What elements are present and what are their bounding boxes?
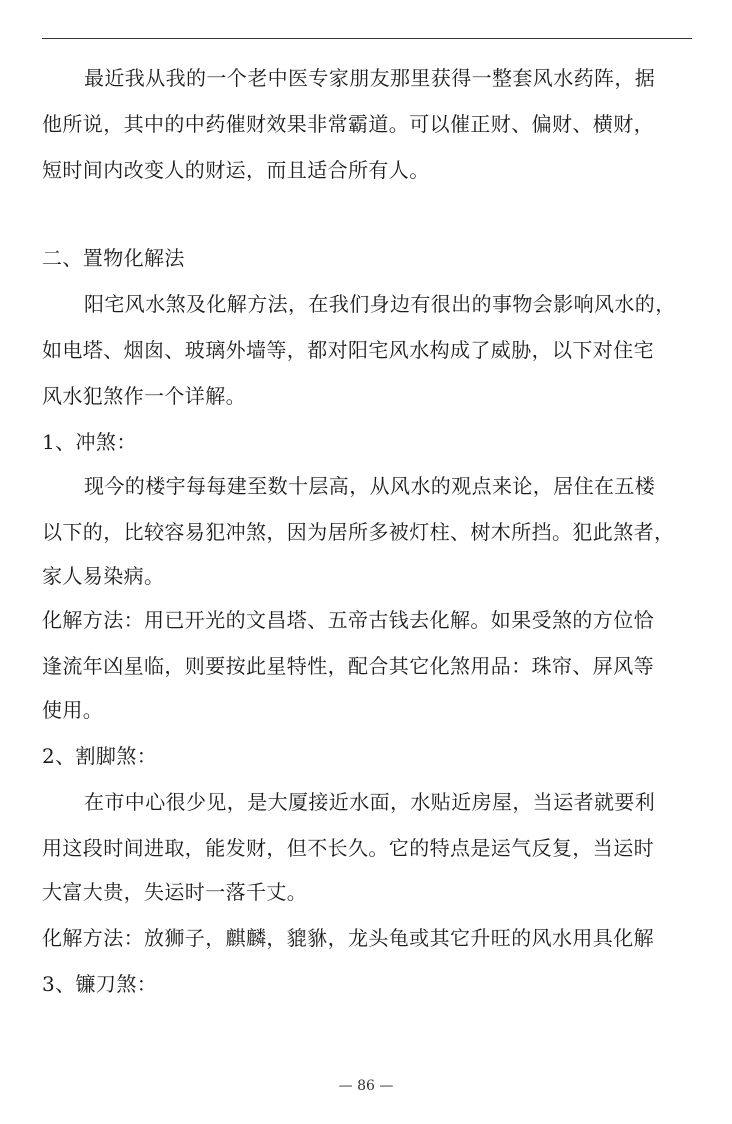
paragraph-line: 他所说，其中的中药催财效果非常霸道。可以催正财、偏财、横财， bbox=[42, 112, 654, 136]
subsection-heading: 1、冲煞： bbox=[42, 430, 137, 454]
header-rule bbox=[42, 38, 692, 39]
paragraph-line: 如电塔、烟囱、玻璃外墙等，都对阳宅风水构成了威胁，以下对住宅 bbox=[42, 338, 654, 362]
paragraph-line: 最近我从我的一个老中医专家朋友那里获得一整套风水药阵，据 bbox=[84, 66, 656, 90]
section-heading: 二、置物化解法 bbox=[42, 246, 185, 270]
paragraph-line: 现今的楼宇每每建至数十层高，从风水的观点来论，居住在五楼 bbox=[84, 474, 656, 498]
paragraph-line: 在市中心很少见，是大厦接近水面，水贴近房屋，当运者就要利 bbox=[84, 790, 656, 814]
paragraph-line: 大富大贵，失运时一落千丈。 bbox=[42, 880, 308, 904]
paragraph-line: 逢流年凶星临，则要按此星特性，配合其它化煞用品：珠帘、屏风等 bbox=[42, 654, 654, 678]
subsection-heading: 3、镰刀煞： bbox=[42, 972, 158, 996]
paragraph-line: 化解方法：放狮子，麒麟，貔貅，龙头龟或其它升旺的风水用具化解 bbox=[42, 926, 654, 950]
paragraph-line: 用这段时间进取，能发财，但不长久。它的特点是运气反复，当运时 bbox=[42, 836, 654, 860]
paragraph-line: 使用。 bbox=[42, 698, 104, 722]
page-number: — 86 — bbox=[338, 1078, 394, 1094]
paragraph-line: 阳宅风水煞及化解方法，在我们身边有很出的事物会影响风水的， bbox=[84, 292, 676, 316]
subsection-heading: 2、割脚煞： bbox=[42, 744, 158, 768]
paragraph-line: 家人易染病。 bbox=[42, 564, 165, 588]
paragraph-line: 以下的，比较容易犯冲煞，因为居所多被灯柱、树木所挡。犯此煞者， bbox=[42, 520, 675, 544]
paragraph-line: 短时间内改变人的财运，而且适合所有人。 bbox=[42, 158, 430, 182]
paragraph-line: 风水犯煞作一个详解。 bbox=[42, 384, 246, 408]
paragraph-line: 化解方法：用已开光的文昌塔、五帝古钱去化解。如果受煞的方位恰 bbox=[42, 608, 654, 632]
